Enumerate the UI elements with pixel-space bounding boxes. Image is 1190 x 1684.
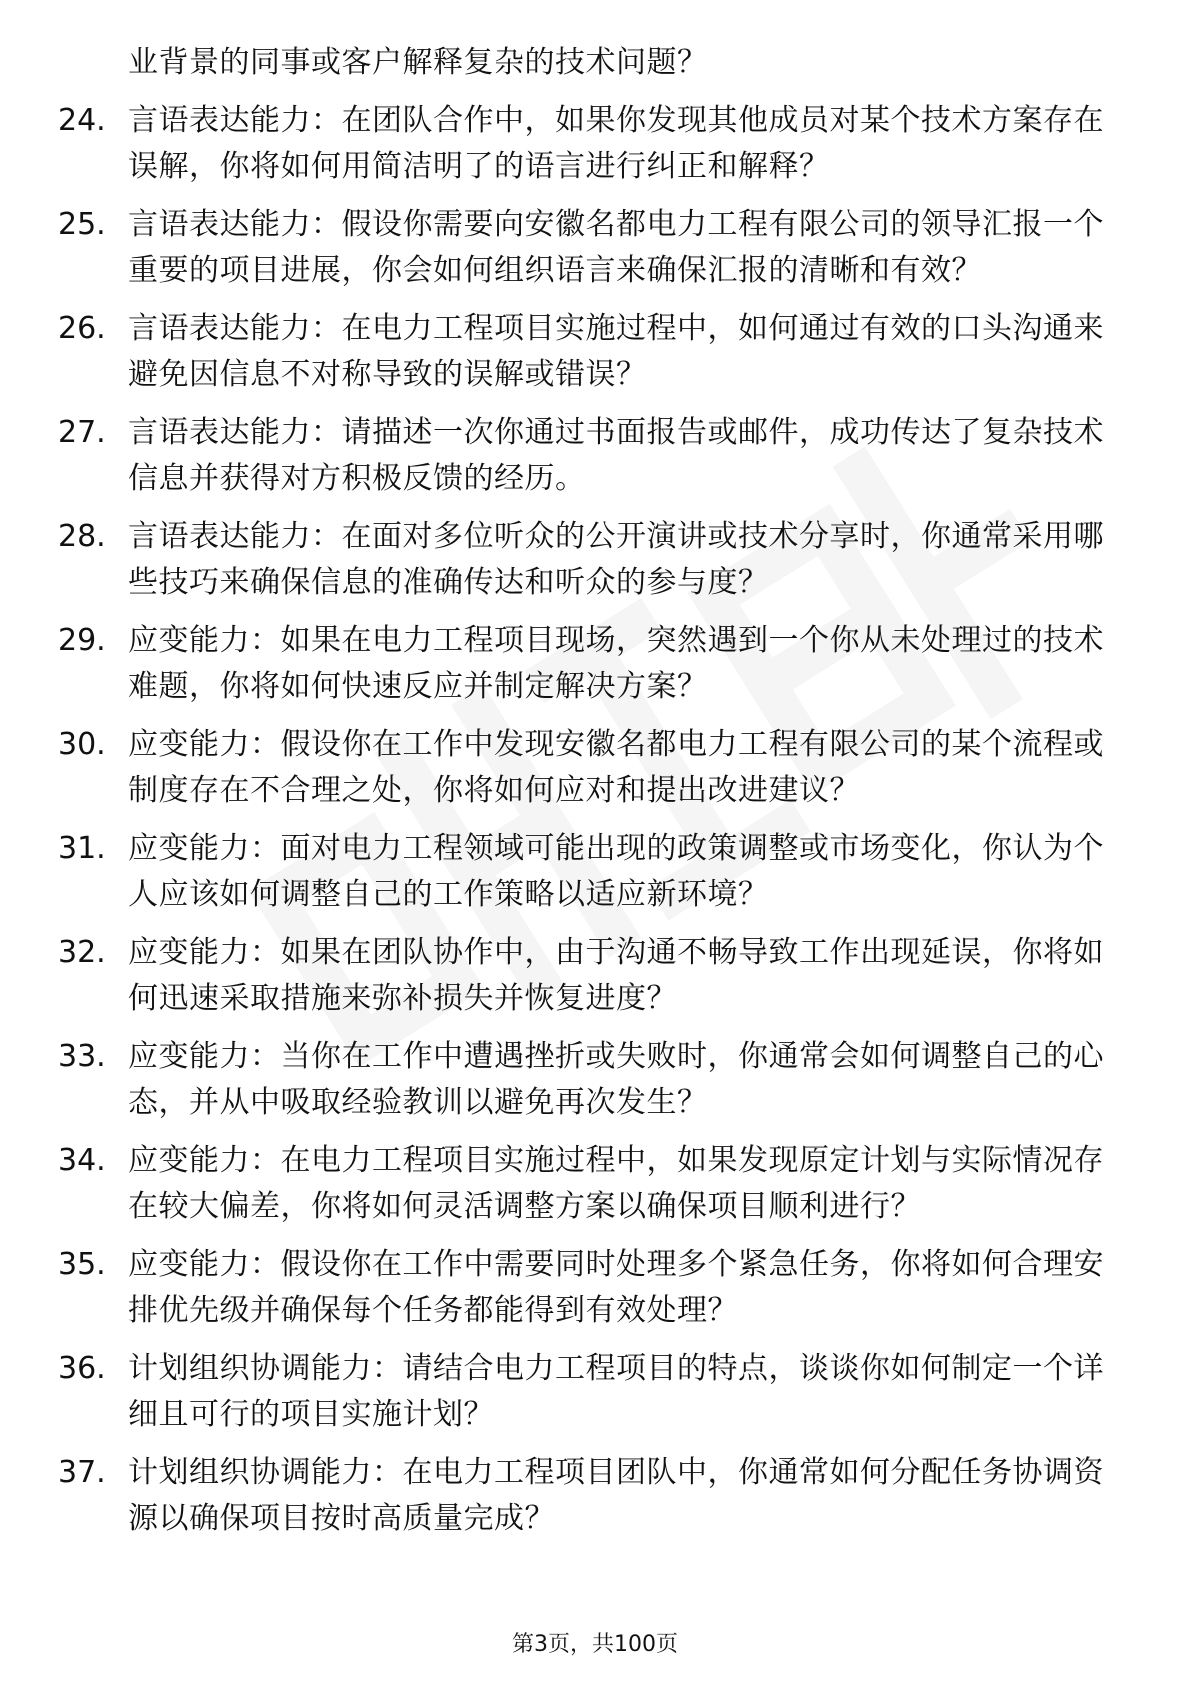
question-text: 言语表达能力：假设你需要向安徽名都电力工程有限公司的领导汇报一个重要的项目进展，你会如何组织语言来确保汇报的清晰和有效？ — [128, 207, 1104, 288]
question-item — [0, 514, 1190, 606]
question-text: 计划组织协调能力：请结合电力工程项目的特点，谈谈你如何制定一个详细且可行的项目实施计划？ — [128, 1351, 1104, 1432]
question-number: 32. — [58, 935, 106, 970]
question-item — [0, 1034, 1190, 1126]
question-number: 34. — [58, 1143, 106, 1178]
question-list — [0, 98, 1190, 1542]
question-number: 31. — [58, 831, 106, 866]
question-item — [0, 826, 1190, 918]
question-text: 言语表达能力：在团队合作中，如果你发现其他成员对某个技术方案存在误解，你将如何用简洁明了的语言进行纠正和解释？ — [128, 103, 1104, 184]
question-item — [0, 722, 1190, 814]
document-body — [0, 40, 1190, 1554]
page-number-label: 第3页，共100页 — [512, 1632, 678, 1657]
question-text: 言语表达能力：在电力工程项目实施过程中，如何通过有效的口头沟通来避免因信息不对称导致的误解或错误？ — [128, 311, 1104, 392]
question-text: 应变能力：如果在电力工程项目现场，突然遇到一个你从未处理过的技术难题，你将如何快速反应并制定解决方案？ — [128, 623, 1104, 704]
question-text: 应变能力：假设你在工作中发现安徽名都电力工程有限公司的某个流程或制度存在不合理之处，你将如何应对和提出改进建议？ — [128, 727, 1104, 808]
question-text: 应变能力：如果在团队协作中，由于沟通不畅导致工作出现延误，你将如何迅速采取措施来弥补损失并恢复进度？ — [128, 935, 1104, 1016]
question-item — [0, 306, 1190, 398]
question-number: 33. — [58, 1039, 106, 1074]
question-number: 25. — [58, 207, 106, 242]
question-number: 35. — [58, 1247, 106, 1282]
question-item — [0, 1138, 1190, 1230]
question-text: 应变能力：假设你在工作中需要同时处理多个紧急任务，你将如何合理安排优先级并确保每个任务都能得到有效处理？ — [128, 1247, 1104, 1328]
question-text: 言语表达能力：请描述一次你通过书面报告或邮件，成功传达了复杂技术信息并获得对方积极反馈的经历。 — [128, 415, 1104, 496]
question-item — [0, 930, 1190, 1022]
question-text: 计划组织协调能力：在电力工程项目团队中，你通常如何分配任务协调资源以确保项目按时高质量完成？ — [128, 1455, 1104, 1536]
question-item — [0, 1450, 1190, 1542]
question-number: 28. — [58, 519, 106, 554]
question-number: 24. — [58, 103, 106, 138]
question-text: 应变能力：当你在工作中遭遇挫折或失败时，你通常会如何调整自己的心态，并从中吸取经验教训以避免再次发生？ — [128, 1039, 1104, 1120]
question-number: 27. — [58, 415, 106, 450]
question-text: 应变能力：面对电力工程领域可能出现的政策调整或市场变化，你认为个人应该如何调整自己的工作策略以适应新环境？ — [128, 831, 1104, 912]
question-text: 应变能力：在电力工程项目实施过程中，如果发现原定计划与实际情况存在较大偏差，你将如何灵活调整方案以确保项目顺利进行？ — [128, 1143, 1104, 1224]
question-number: 29. — [58, 623, 106, 658]
question-number: 26. — [58, 311, 106, 346]
continued-question-text: 业背景的同事或客户解释复杂的技术问题？ — [128, 45, 708, 80]
question-text: 言语表达能力：在面对多位听众的公开演讲或技术分享时，你通常采用哪些技巧来确保信息的准确传达和听众的参与度？ — [128, 519, 1104, 600]
question-item — [0, 1346, 1190, 1438]
question-item — [0, 202, 1190, 294]
question-item — [0, 618, 1190, 710]
question-item — [0, 98, 1190, 190]
question-item — [0, 1242, 1190, 1334]
question-number: 30. — [58, 727, 106, 762]
question-number: 37. — [58, 1455, 106, 1490]
question-number: 36. — [58, 1351, 106, 1386]
question-item — [0, 410, 1190, 502]
page-footer — [0, 1630, 1190, 1660]
